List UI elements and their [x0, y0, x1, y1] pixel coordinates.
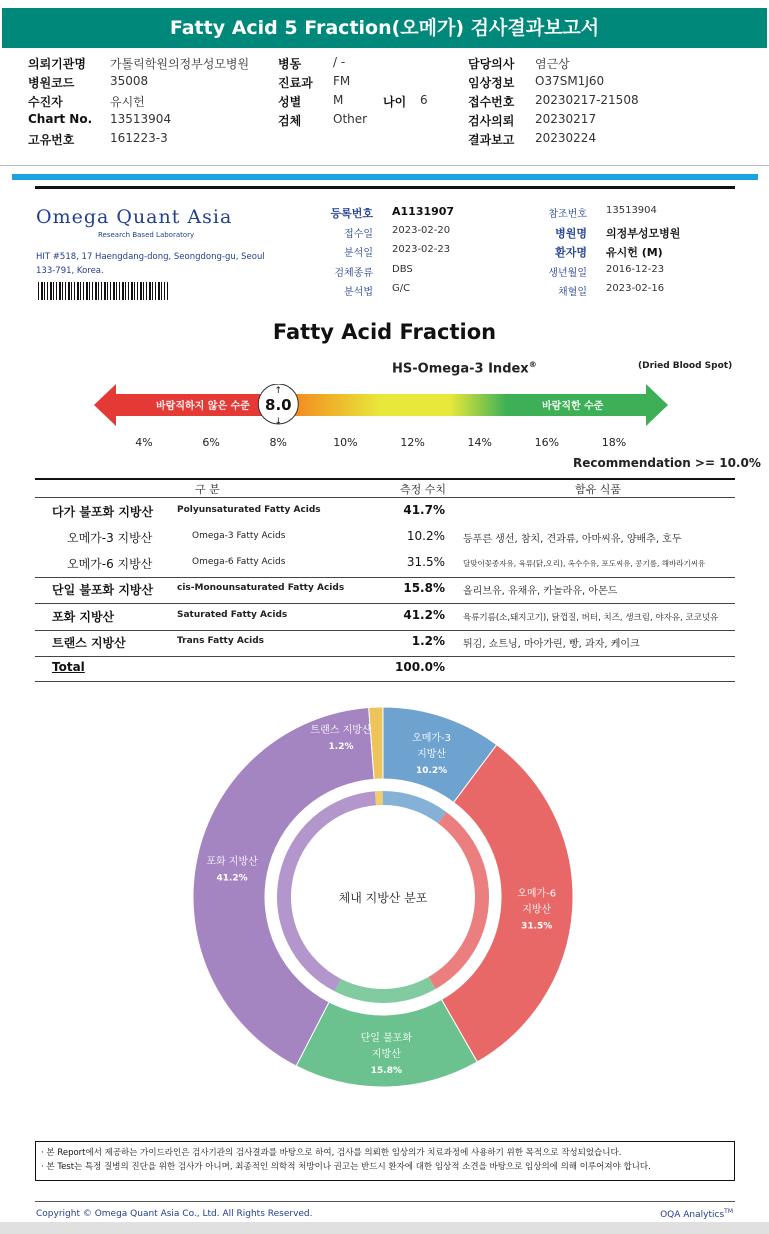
info-value: 13513904 — [110, 112, 172, 126]
info-label: 접수번호 — [468, 95, 515, 109]
gauge-bad-label: 바람직하지 않은 수준 — [156, 401, 250, 412]
row-food: 등푸른 생선, 참치, 견과류, 아마씨유, 양배추, 호두 — [463, 534, 682, 545]
row-korean-name: 포화 지방산 — [52, 610, 115, 624]
info-value: 20230224 — [535, 131, 597, 145]
disclaimer-line: · 본 Report에서 제공하는 가이드라인은 검사기관의 검사결과를 바탕으로 하여, 검사를 의뢰한 임상의가 치료과정에 사용하기 위한 목적으로 작성되었습니다. — [41, 1148, 622, 1158]
row-english-name: cis-Monounsaturated Fatty Acids — [177, 583, 345, 593]
info-row — [28, 93, 748, 111]
row-value: 15.8% — [403, 581, 445, 595]
header-category: 구 분 — [195, 483, 220, 496]
meta-label: 검체종류 — [334, 267, 373, 279]
row-food: 튀김, 쇼트닝, 마아가린, 빵, 과자, 케이크 — [463, 639, 640, 650]
brand: OQA Analytics™ — [660, 1208, 733, 1220]
meta-value: A1131907 — [392, 205, 455, 218]
row-korean-name: 오메가-6 지방산 — [67, 557, 153, 571]
gauge-tick-label: 16% — [534, 436, 560, 449]
info-label: 검사의뢰 — [468, 114, 515, 128]
gauge-tick-label: 10% — [333, 436, 358, 449]
row-korean-name: 오메가-3 지방산 — [67, 531, 153, 545]
info-label: 고유번호 — [28, 133, 75, 147]
row-rule — [35, 577, 735, 578]
info-value: Other — [333, 112, 368, 126]
total-label: Total — [52, 660, 85, 674]
fatty-acid-donut-chart — [170, 700, 600, 1110]
row-rule — [35, 603, 735, 604]
info-value: 35008 — [110, 74, 149, 88]
slice-name-label: 오메가-3 — [412, 732, 452, 744]
slice-name-label: 오메가-6 — [517, 888, 557, 900]
info-row — [28, 131, 748, 149]
meta-value: 의정부성모병원 — [606, 226, 681, 240]
gauge-good-label: 바람직한 수준 — [542, 401, 604, 412]
lab-tagline: Research Based Laboratory — [98, 231, 195, 239]
info-value: 20230217 — [535, 112, 597, 126]
info-value: M — [333, 93, 344, 107]
info-label: 병동 — [278, 57, 302, 71]
header-value: 측정 수치 — [400, 483, 447, 496]
inner-ring-slice — [383, 791, 446, 823]
lab-logo: Omega Quant Asia — [36, 206, 233, 228]
slice-value-label: 31.5% — [521, 921, 553, 932]
info-value: 161223-3 — [110, 131, 168, 145]
row-korean-name: 다가 불포화 지방산 — [52, 505, 154, 519]
info-label: 임상정보 — [468, 76, 515, 90]
meta-label: 접수일 — [344, 228, 373, 240]
row-english-name: Omega-6 Fatty Acids — [192, 557, 286, 567]
slice-value-label: 15.8% — [370, 1065, 403, 1076]
meta-value: 2016-12-23 — [606, 263, 665, 275]
svg-text:↓: ↓ — [274, 417, 283, 427]
row-english-name: Saturated Fatty Acids — [177, 610, 288, 620]
header-rule — [35, 186, 735, 189]
inner-ring-slice — [375, 791, 383, 805]
info-value: 6 — [420, 93, 428, 107]
slice-value-label: 41.2% — [216, 873, 248, 884]
lab-address: HIT #518, 17 Haengdang-dong, Seongdong-gu, Seoul 133-791, Korea. — [36, 252, 265, 276]
info-label: 성별 — [278, 95, 302, 109]
row-english-name: Polyunsaturated Fatty Acids — [177, 505, 321, 515]
slice-name-label: 지방산 — [417, 748, 447, 760]
inner-ring-slice — [429, 812, 489, 989]
accent-bar — [12, 174, 758, 180]
info-value: 20230217-21508 — [535, 93, 639, 107]
meta-label: 등록번호 — [330, 207, 373, 220]
row-food: 올리브유, 유채유, 카놀라유, 아몬드 — [463, 586, 618, 597]
meta-value: 유시헌 (M) — [606, 246, 663, 259]
meta-label: 분석법 — [344, 287, 373, 298]
inner-ring-slice — [335, 977, 436, 1003]
info-label: 결과보고 — [468, 133, 515, 147]
disclaimer — [35, 1141, 735, 1181]
header-rule — [35, 497, 735, 498]
row-rule — [35, 656, 735, 657]
disclaimer-line: · 본 Test는 특정 질병의 진단을 위한 검사가 아니며, 최종적인 의학적 처방이나 권고는 반드시 환자에 대한 임상적 소견을 바탕으로 임상의에 의해 이루어져야 합니다. — [41, 1162, 651, 1172]
gauge-tick-label: 14% — [467, 436, 492, 449]
gauge-tick-label: 12% — [400, 436, 425, 449]
table-top-rule — [35, 478, 735, 480]
svg-text:↑: ↑ — [274, 386, 283, 396]
sample-type: (Dried Blood Spot) — [638, 361, 733, 371]
meta-value: DBS — [392, 263, 413, 275]
recommendation: Recommendation >= 10.0% — [573, 456, 761, 470]
info-row — [28, 55, 748, 73]
header-food: 함유 식품 — [575, 483, 622, 496]
slice-name-label: 포화 지방산 — [206, 856, 258, 868]
info-value: 유시헌 — [110, 95, 145, 109]
footer-rule — [35, 1201, 735, 1202]
meta-value: G/C — [392, 283, 411, 294]
row-food: 달맞이꽃종자유, 육류(닭,오리), 옥수수유, 포도씨유, 콩기름, 해바라기씨유 — [463, 559, 706, 568]
index-label: HS-Omega-3 Index® — [392, 360, 537, 377]
gauge-tick-label: 18% — [601, 436, 627, 449]
row-value: 41.7% — [403, 503, 445, 517]
slice-name-label: 지방산 — [522, 904, 552, 916]
meta-value: 2023-02-23 — [392, 244, 451, 255]
info-value: O37SM1J60 — [535, 74, 605, 88]
slice-name-label: 트랜스 지방산 — [310, 725, 372, 736]
info-value: FM — [333, 74, 351, 88]
info-label: 진료과 — [278, 76, 313, 90]
meta-value: 2023-02-20 — [392, 224, 451, 236]
gauge-tick-label: 4% — [135, 436, 153, 449]
meta-label: 참조번호 — [548, 209, 587, 220]
row-value: 31.5% — [406, 555, 445, 569]
gauge-tick-label: 8% — [269, 436, 287, 449]
row-rule — [35, 630, 735, 631]
row-korean-name: 단일 불포화 지방산 — [52, 583, 154, 597]
slice-value-label: 1.2% — [328, 742, 354, 752]
slice-value-label: 10.2% — [415, 765, 448, 776]
info-label: 담당의사 — [468, 57, 515, 71]
donut-slice — [442, 745, 573, 1062]
slice-label — [517, 886, 556, 931]
row-korean-name: 트랜스 지방산 — [52, 636, 126, 650]
info-label: 병원코드 — [28, 76, 75, 90]
meta-label: 병원명 — [555, 226, 587, 240]
info-row — [28, 74, 748, 92]
table-bottom-rule — [35, 681, 735, 682]
row-value: 10.2% — [406, 529, 445, 543]
row-food: 육류기름(소,돼지고기), 닭껍질, 버터, 치즈, 생크림, 야자유, 코코넛유 — [463, 613, 719, 623]
report-title: Fatty Acid 5 Fraction(오메가) 검사결과보고서 — [2, 8, 767, 48]
meta-value: 2023-02-16 — [606, 283, 665, 294]
section-title: Fatty Acid Fraction — [272, 320, 497, 344]
row-value: 41.2% — [403, 608, 445, 622]
info-row — [28, 112, 748, 130]
bottom-strip — [0, 1222, 769, 1234]
gauge-value: 8.0 — [264, 396, 292, 414]
donut-center-label: 체내 지방산 분포 — [338, 891, 428, 905]
meta-label: 분석일 — [344, 248, 373, 259]
info-value: / - — [333, 55, 346, 69]
copyright: Copyright © Omega Quant Asia Co., Ltd. All Rights Reserved. — [36, 1209, 313, 1219]
gauge-marker — [258, 384, 298, 427]
slice-name-label: 지방산 — [371, 1048, 401, 1060]
gauge-tick-label: 6% — [202, 436, 220, 449]
meta-value: 13513904 — [606, 205, 657, 216]
row-english-name: Omega-3 Fatty Acids — [192, 531, 286, 541]
slice-name-label: 단일 불포화 — [360, 1032, 413, 1044]
omega3-index-gauge — [94, 384, 674, 434]
barcode — [38, 282, 168, 300]
total-value: 100.0% — [395, 660, 445, 674]
info-label: 나이 — [383, 95, 407, 109]
meta-label: 채혈일 — [558, 287, 587, 298]
info-label: 수진자 — [28, 95, 63, 109]
meta-label: 환자명 — [555, 246, 587, 259]
info-label: 검체 — [278, 114, 302, 128]
row-english-name: Trans Fatty Acids — [177, 636, 265, 646]
slice-label — [412, 731, 451, 776]
info-label: 의뢰기관명 — [28, 57, 86, 71]
divider — [0, 165, 769, 166]
info-label: Chart No. — [28, 112, 93, 126]
info-value: 가톨릭학원의정부성모병원 — [110, 57, 250, 71]
meta-label: 생년월일 — [548, 267, 587, 279]
info-value: 염근상 — [535, 57, 570, 71]
row-value: 1.2% — [411, 634, 445, 648]
